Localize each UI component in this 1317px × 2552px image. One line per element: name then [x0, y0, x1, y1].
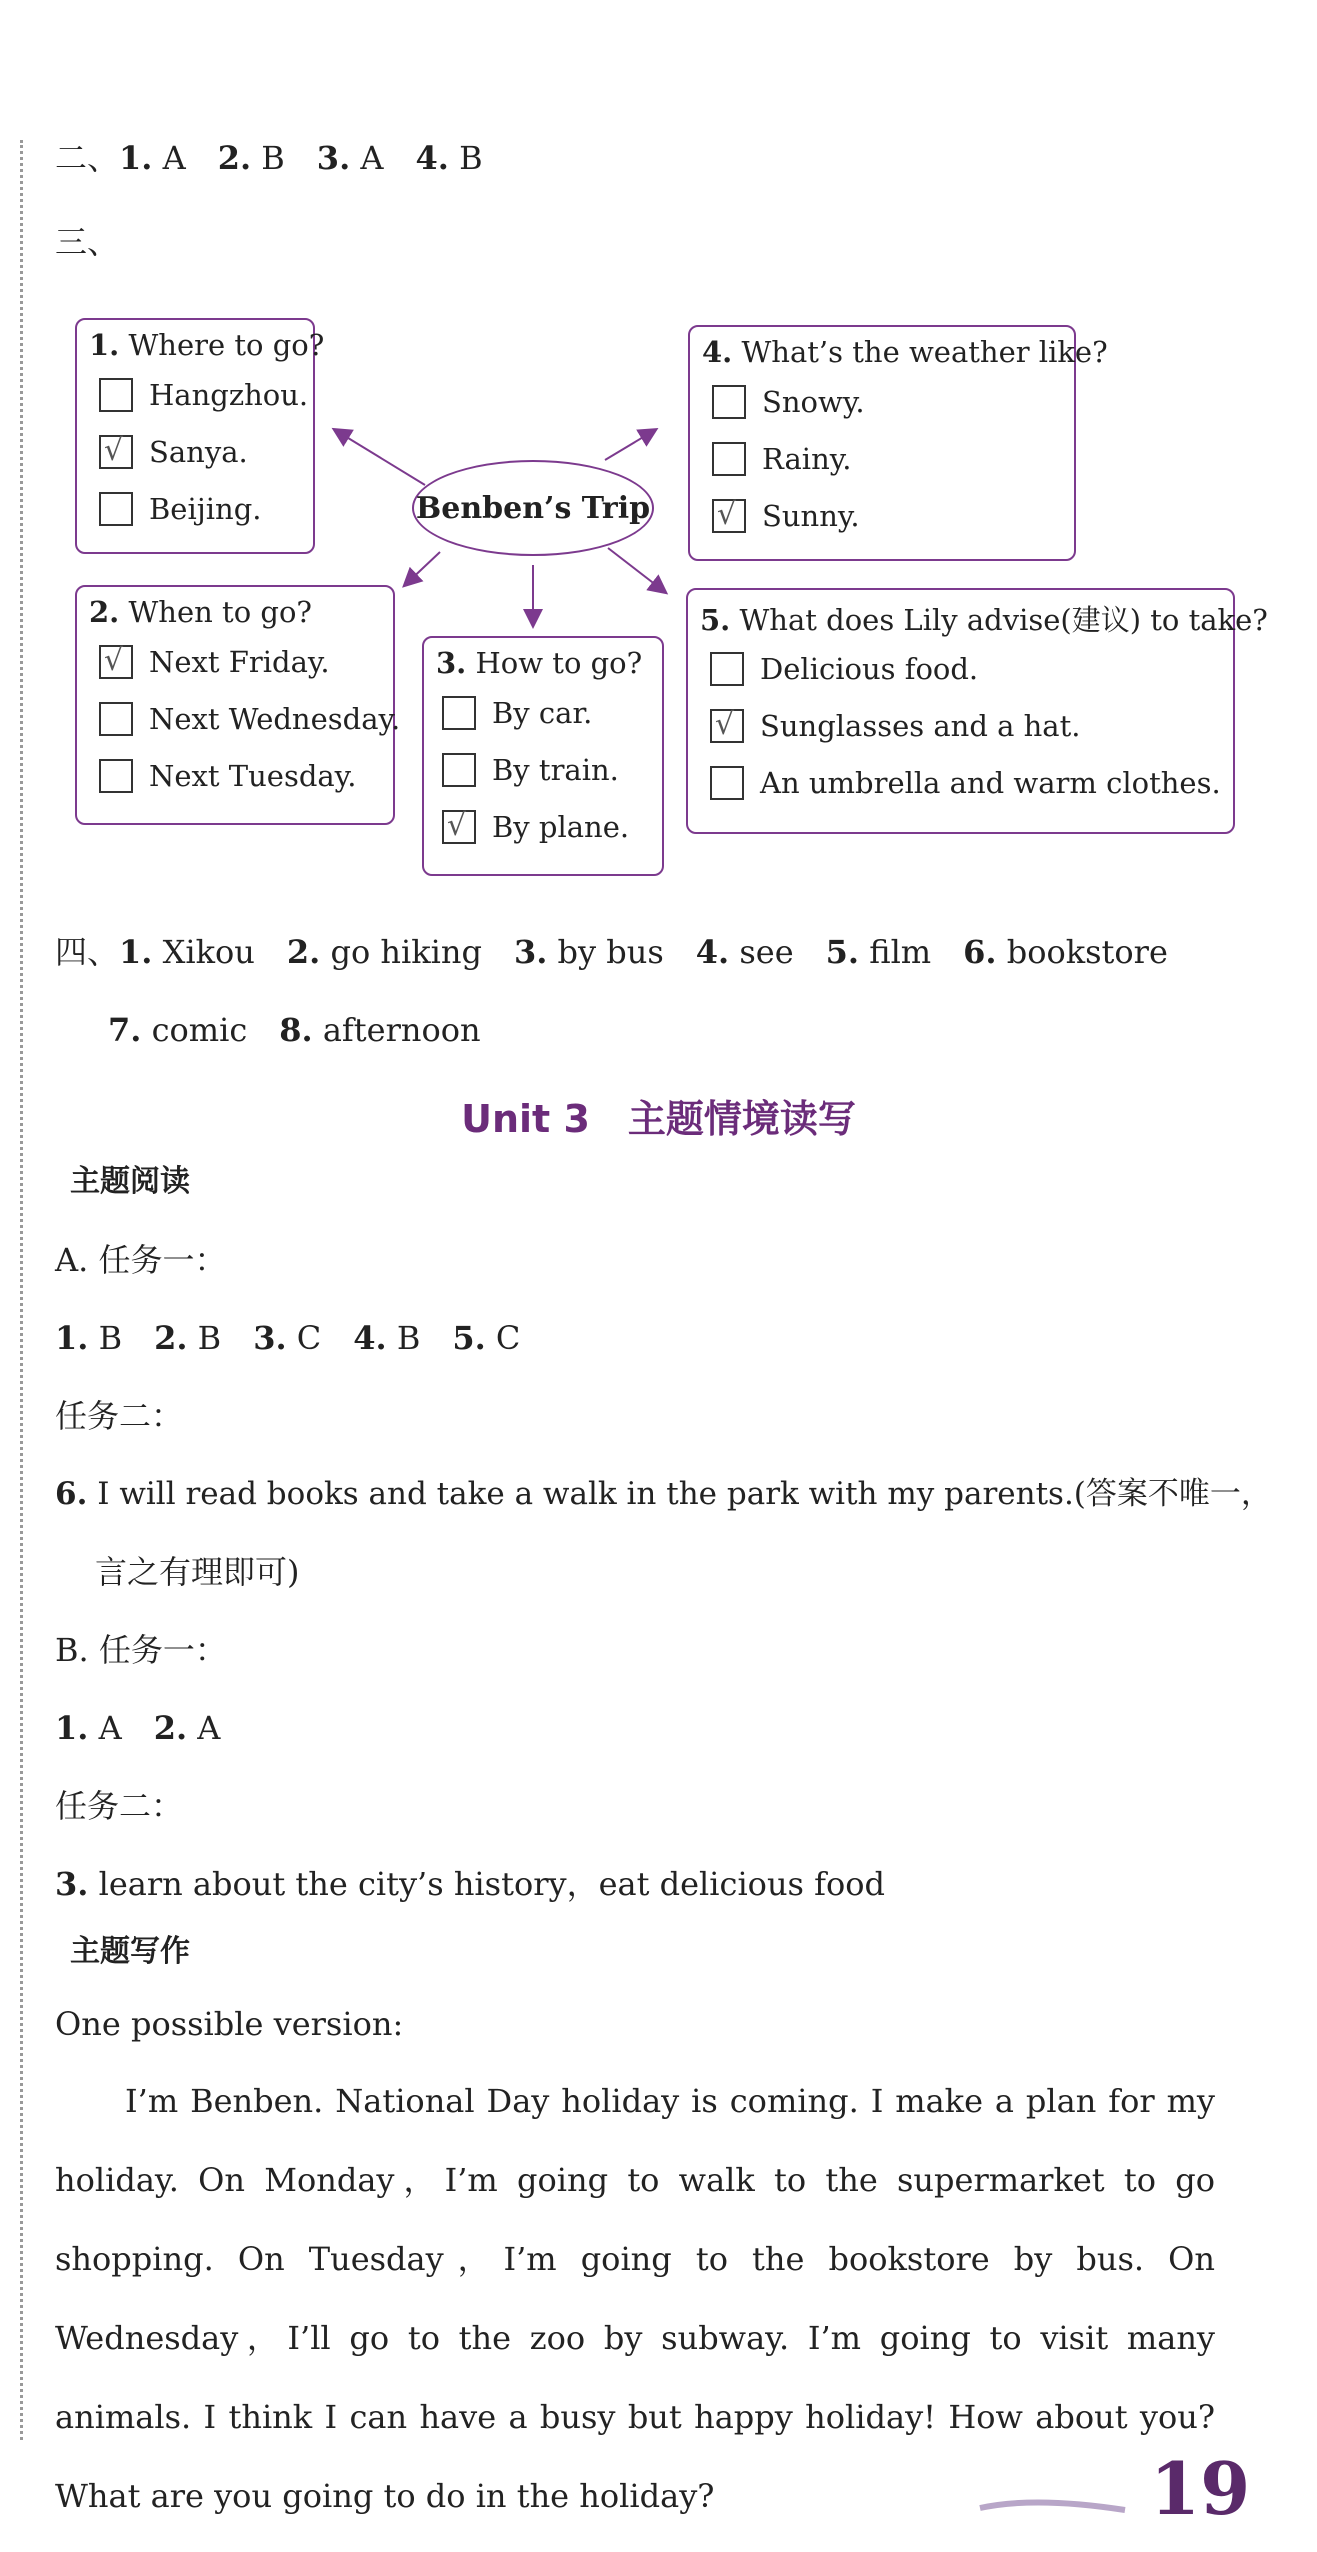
option-row[interactable]: √ Next Friday.	[99, 645, 330, 679]
mindmap-box-where	[75, 318, 325, 554]
checkbox[interactable]	[710, 766, 744, 800]
checkbox-checked[interactable]	[710, 709, 744, 743]
option-row[interactable]: Snowy.	[712, 385, 865, 419]
checkbox-checked[interactable]	[712, 499, 746, 533]
section-4-answers-line2: 7. comic 8. afternoon	[108, 1011, 481, 1049]
mindmap-center: Benben’s Trip	[412, 460, 654, 556]
option-row[interactable]: Beijing.	[99, 492, 261, 526]
check-icon: √	[715, 707, 735, 742]
reading-a6-continued: 言之有理即可)	[95, 1553, 300, 1591]
unit-title: Unit 3 主题情境读写	[461, 1097, 856, 1141]
reading-a-answers: 1. B 2. B 3. C 4. B 5. C	[55, 1319, 521, 1357]
option-row[interactable]: An umbrella and warm clothes.	[710, 766, 1221, 800]
reading-heading: 主题阅读	[70, 1164, 190, 1199]
reading-a6-answer: 6. I will read books and take a walk in the park with my parents.(答案不唯一，	[55, 1476, 1272, 1512]
checkbox[interactable]	[99, 702, 133, 736]
checkbox[interactable]	[99, 378, 133, 412]
option-row[interactable]: Next Tuesday.	[99, 759, 356, 793]
reading-a-task2: 任务二：	[55, 1397, 184, 1435]
check-icon: √	[447, 808, 467, 843]
mindmap-box-when	[75, 585, 401, 825]
checkbox[interactable]	[442, 753, 476, 787]
option-row[interactable]: √ By plane.	[442, 810, 629, 844]
reading-b3-answer: 3. learn about the city’s history，eat delicious food	[55, 1865, 886, 1903]
option-row[interactable]: Hangzhou.	[99, 378, 308, 412]
question-title: 5. What does Lily advise(建议) to take?	[700, 603, 1268, 637]
checkbox[interactable]	[442, 696, 476, 730]
mindmap-box-advice	[686, 588, 1268, 834]
arrow-to-q4	[605, 430, 655, 460]
option-row[interactable]: √ Sunglasses and a hat.	[710, 709, 1080, 743]
option-row[interactable]: By train.	[442, 753, 619, 787]
checkbox[interactable]	[99, 492, 133, 526]
section-3-label: 三、	[55, 223, 120, 261]
question-title: 1. Where to go?	[89, 328, 325, 362]
writing-essay: I’m Benben. National Day holiday is coming. I make a plan for my holiday. On Monday，I’m going to walk to the supermarket to go shopping. On Tuesday，I’m going to the bookstore by bus. On Wednesday，I’ll go to the zoo by subway. I’m going to visit many animals. I think I can have a busy but happy holiday! How about you? What are you going to do in the holiday?	[55, 2082, 1215, 2515]
writing-intro: One possible version:	[55, 2005, 404, 2043]
check-icon: √	[717, 497, 737, 532]
question-title: 2. When to go?	[89, 595, 312, 629]
reading-b-answers: 1. A 2. A	[55, 1709, 221, 1747]
section-4-answers-line1: 四、1. Xikou 2. go hiking 3. by bus 4. see 5. film 6. bookstore	[55, 933, 1168, 971]
option-row[interactable]: √ Sunny.	[712, 499, 860, 533]
question-title: 3. How to go?	[436, 646, 643, 680]
option-row[interactable]: Delicious food.	[710, 652, 978, 686]
mindmap-box-weather	[688, 325, 1108, 561]
reading-b-task2: 任务二：	[55, 1787, 184, 1825]
checkbox-checked[interactable]	[99, 645, 133, 679]
option-row[interactable]: By car.	[442, 696, 592, 730]
check-icon: √	[104, 643, 124, 678]
checkbox[interactable]	[712, 385, 746, 419]
reading-a-task1: A. 任务一：	[55, 1241, 227, 1279]
question-title: 4. What’s the weather like?	[702, 335, 1108, 369]
arrow-to-q5	[608, 548, 665, 592]
page-number: 19	[1150, 2446, 1251, 2531]
checkbox[interactable]	[99, 759, 133, 793]
checkbox[interactable]	[712, 442, 746, 476]
option-row[interactable]: Rainy.	[712, 442, 852, 476]
section-2-answers: 二、1. A 2. B 3. A 4. B	[55, 139, 483, 177]
page-decoration-stroke	[975, 2488, 1135, 2528]
mindmap-box-how	[422, 636, 664, 876]
checkbox-checked[interactable]	[99, 435, 133, 469]
arrow-to-q1	[335, 430, 425, 485]
writing-heading: 主题写作	[70, 1934, 190, 1969]
reading-b-task1: B. 任务一：	[55, 1631, 227, 1669]
checkbox[interactable]	[710, 652, 744, 686]
check-icon: √	[104, 433, 124, 468]
checkbox-checked[interactable]	[442, 810, 476, 844]
arrow-to-q2	[405, 552, 440, 585]
option-row[interactable]: Next Wednesday.	[99, 702, 400, 736]
option-row[interactable]: √ Sanya.	[99, 435, 248, 469]
